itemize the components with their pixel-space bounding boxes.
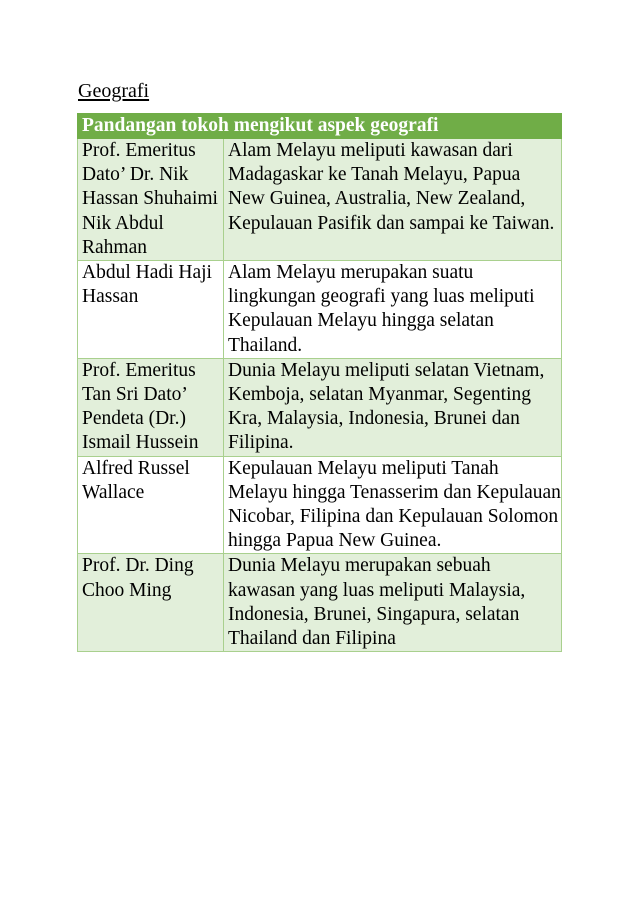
table-row: [78, 456, 562, 554]
figure-name-cell: Prof. Emeritus Tan Sri Dato’ Pendeta (Dr.) Ismail Hussein: [78, 358, 224, 456]
table-row: [78, 139, 562, 261]
table-header: Pandangan tokoh mengikut aspek geografi: [78, 114, 562, 139]
geography-views-table: [77, 113, 562, 652]
table-row: [78, 554, 562, 652]
figure-name-cell: Alfred Russel Wallace: [78, 456, 224, 554]
view-cell: Alam Melayu merupakan suatu lingkungan geografi yang luas meliputi Kepulauan Melayu hingga selatan Thailand.: [224, 261, 562, 359]
figure-name-cell: Prof. Emeritus Dato’ Dr. Nik Hassan Shuhaimi Nik Abdul Rahman: [78, 139, 224, 261]
figure-name-cell: Prof. Dr. Ding Choo Ming: [78, 554, 224, 652]
figure-name-cell: Abdul Hadi Haji Hassan: [78, 261, 224, 359]
view-cell: Dunia Melayu meliputi selatan Vietnam, Kemboja, selatan Myanmar, Segenting Kra, Malaysia, Indonesia, Brunei dan Filipina.: [224, 358, 562, 456]
view-cell: Kepulauan Melayu meliputi Tanah Melayu hingga Tenasserim dan Kepulauan Nicobar, Filipina dan Kepulauan Solomon hingga Papua New Guinea.: [224, 456, 562, 554]
table-header-row: [78, 114, 562, 139]
view-cell: Alam Melayu meliputi kawasan dari Madagaskar ke Tanah Melayu, Papua New Guinea, Australia, New Zealand, Kepulauan Pasifik dan sampai ke Taiwan.: [224, 139, 562, 261]
table-row: [78, 358, 562, 456]
view-cell: Dunia Melayu merupakan sebuah kawasan yang luas meliputi Malaysia, Indonesia, Brunei, Singapura, selatan Thailand dan Filipina: [224, 554, 562, 652]
section-heading: Geografi: [78, 80, 150, 102]
table-row: [78, 261, 562, 359]
